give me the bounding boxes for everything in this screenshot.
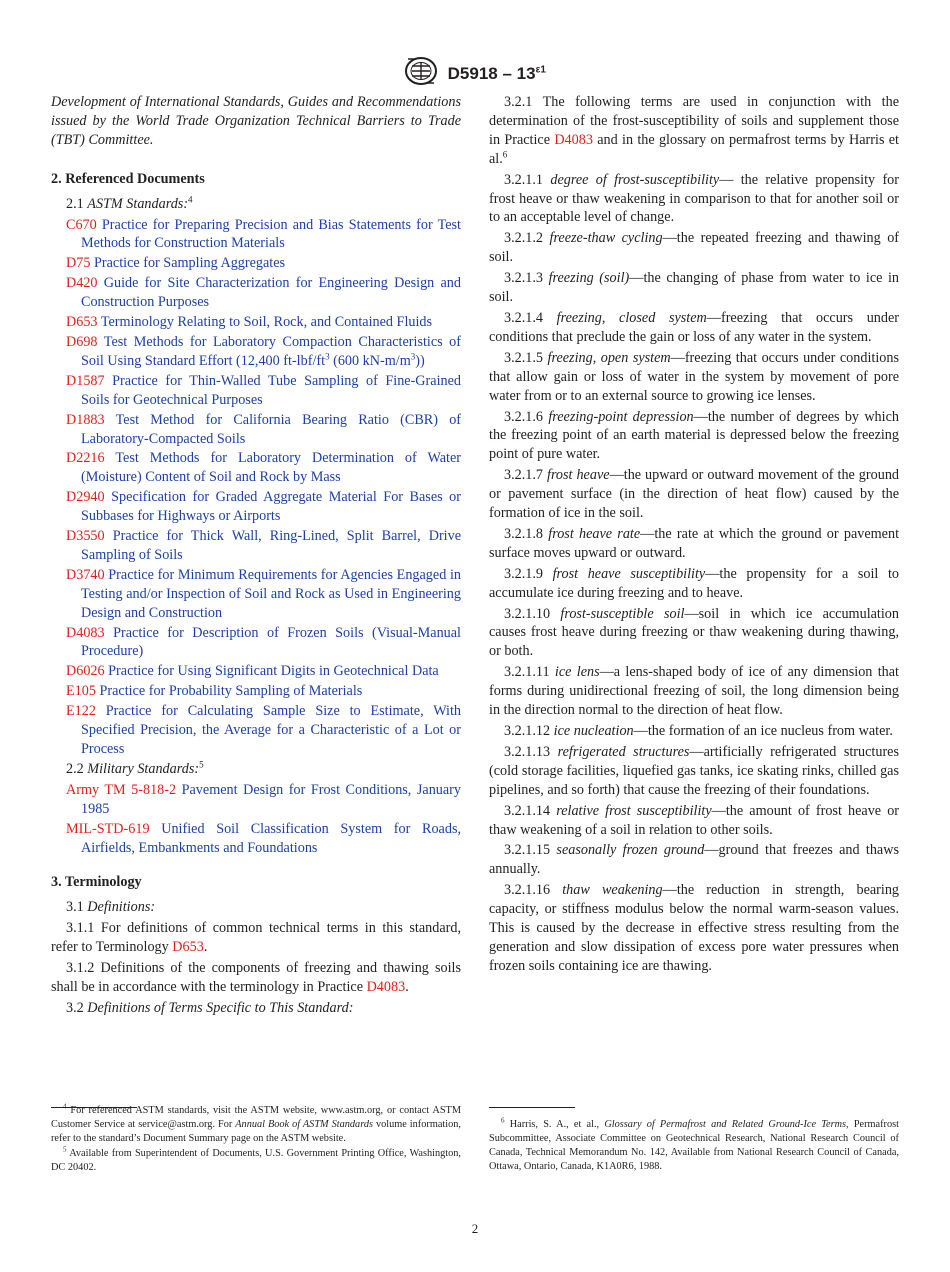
- page-header: [0, 56, 950, 91]
- astm-logo-icon: [404, 56, 438, 91]
- definitions-label: 3.1 Definitions:: [66, 899, 156, 916]
- paragraph-3-1-2: 3.1.2 Definitions of the components of freezing and thawing soils shall be in accordance with the terminology in Practice D4083.: [51, 960, 461, 995]
- reference-item[interactable]: D3740 Practice for Minimum Requirements for Agencies Engaged in Testing and/or Inspection of Soil and Rock as Used in Engineering Design and Construction: [66, 566, 461, 621]
- definition-item: 3.2.1.6 freezing-point depression—the number of degrees by which the freezing point of an earth material is depressed below the freezing point of pure water.: [489, 408, 899, 463]
- definitions-specific-label: 3.2 Definitions of Terms Specific to This Standard:: [66, 999, 354, 1016]
- paragraph-3-1-1: 3.1.1 For definitions of common technical terms in this standard, refer to Terminology D653.: [51, 920, 461, 956]
- definition-item: 3.2.1.1 degree of frost-susceptibility— the relative propensity for frost heave or thaw weakening in comparison to that for another soil or to an acceptable level of change.: [489, 171, 899, 226]
- definition-item: 3.2.1.16 thaw weakening—the reduction in strength, bearing capacity, or stiffness modulus below the normal warm-season values. This is caused by the decrease in effective stress resulting from the generation and slow dissipation of excess pore water pressures when frozen soils containing ice are thawing.: [489, 882, 900, 974]
- link-d653[interactable]: D653: [172, 939, 204, 956]
- reference-item[interactable]: D2940 Specification for Graded Aggregate Material For Bases or Subbases for Highways or Airports: [66, 489, 461, 525]
- footnote-5: $^5$ Available from Superintendent of Documents, U.S. Government Printing Office, Washington, DC 20402.: [51, 1145, 461, 1174]
- reference-item[interactable]: D6026 Practice for Using Significant Digits in Geotechnical Data: [66, 663, 439, 680]
- footnotes-left: [51, 1104, 461, 1176]
- footnote-6: $^6$ Harris, S. A., et al., Glossary of Permafrost and Related Ground-Ice Terms, Permafrost Subcommittee, Associate Committee on Geotechnical Research, National Research Council of Canada, Technical Memorandum No. 142, Available from National Research Council of Canada, Ottawa, Ontario, Canada, K1A0R6, 1988.: [489, 1116, 899, 1173]
- definition-item: 3.2.1.13 refrigerated structures—artificially refrigerated structures (cold storage facilities, liquefied gas tanks, ice skating rinks, chilled gas pipelines, and so forth) that cause the freezing of their foundations.: [489, 743, 899, 798]
- right-column: [489, 93, 899, 978]
- definition-item: 3.2.1.15 seasonally frozen ground—ground that freezes and thaws annually.: [489, 842, 899, 878]
- astm-standards-label: 2.1 ASTM Standards:$^4$: [66, 193, 193, 212]
- reference-item[interactable]: D420 Guide for Site Characterization for Engineering Design and Construction Purposes: [66, 275, 461, 311]
- definition-item: 3.2.1.3 freezing (soil)—the changing of phase from water to ice in soil.: [489, 270, 900, 306]
- reference-item[interactable]: D653 Terminology Relating to Soil, Rock, and Contained Fluids: [66, 314, 433, 331]
- reference-item[interactable]: D4083 Practice for Description of Frozen Soils (Visual-Manual Procedure): [66, 624, 461, 660]
- reference-item[interactable]: D1883 Test Method for California Bearing Ratio (CBR) of Laboratory-Compacted Soils: [66, 411, 462, 447]
- definition-item: 3.2.1.9 frost heave susceptibility—the propensity for a soil to accumulate ice during freezing and to heave.: [489, 565, 899, 601]
- footnotes-right: [489, 1118, 899, 1175]
- designation: $D5918 - 13^{\varepsilon 1}$: [447, 63, 546, 83]
- footnote-rule-right: [489, 1107, 575, 1108]
- footnote-4: $^4$ For referenced ASTM standards, visit the ASTM website, www.astm.org, or contact ASTM Customer Service at service@astm.org. For Annual Book of ASTM Standards volume information, refer to the standard’s Document Summary page on the ASTM website.: [51, 1102, 462, 1145]
- link-d4083[interactable]: D4083: [554, 131, 593, 148]
- reference-item[interactable]: D75 Practice for Sampling Aggregates: [66, 255, 286, 272]
- intro-paragraph: Development of International Standards, Guides and Recommendations issued by the World Trade Organization Technical Barriers to Trade (TBT) Committee.: [51, 94, 461, 148]
- reference-item[interactable]: D3550 Practice for Thick Wall, Ring-Lined, Split Barrel, Drive Sampling of Soils: [66, 528, 462, 563]
- section-2-heading: 2. Referenced Documents: [51, 170, 205, 187]
- definition-item: 3.2.1.4 freezing, closed system—freezing that occurs under conditions that preclude the gain or loss of any water in the system.: [489, 309, 900, 345]
- definition-item: 3.2.1.8 frost heave rate—the rate at which the ground or pavement surface moves upward or outward.: [489, 525, 900, 561]
- reference-item[interactable]: C670 Practice for Preparing Precision and Bias Statements for Test Methods for Construction Materials: [66, 216, 462, 252]
- section-3-heading: 3. Terminology: [51, 874, 142, 891]
- page-number: 2: [471, 1221, 479, 1236]
- definition-item: 3.2.1.2 freeze-thaw cycling—the repeated freezing and thawing of soil.: [489, 230, 900, 266]
- reference-item[interactable]: Army TM 5-818-2 Pavement Design for Frost Conditions, January 1985: [66, 781, 461, 817]
- reference-item[interactable]: D698 Test Methods for Laboratory Compaction Characteristics of Soil Using Standard Effort (12,400 $ft-lbf/ft^3$ (600 $kN-m/m^3$)): [66, 333, 461, 369]
- left-column: [51, 93, 461, 1020]
- reference-item[interactable]: MIL-STD-619 Unified Soil Classification System for Roads, Airfields, Embankments and Foundations: [66, 820, 462, 856]
- military-standards-label: 2.2 Military Standards:$^5$: [66, 759, 204, 777]
- reference-item[interactable]: D1587 Practice for Thin-Walled Tube Sampling of Fine-Grained Soils for Geotechnical Purposes: [66, 372, 462, 408]
- reference-item[interactable]: D2216 Test Methods for Laboratory Determination of Water (Moisture) Content of Soil and Rock by Mass: [66, 450, 462, 486]
- definition-item: 3.2.1.10 frost-susceptible soil—soil in which ice accumulation causes frost heave during freezing or thaw weakening during thawing, or both.: [489, 605, 899, 660]
- link-d4083[interactable]: D4083: [366, 978, 406, 995]
- definition-item: 3.2.1.7 frost heave—the upward or outward movement of the ground or pavement surface (in the direction of heat flow) caused by the formation of ice in the soil.: [489, 467, 900, 522]
- reference-item[interactable]: E122 Practice for Calculating Sample Size to Estimate, With Specified Precision, the Average for a Characteristic of a Lot or Process: [66, 703, 462, 757]
- definition-item: 3.2.1.14 relative frost susceptibility—the amount of frost heave or thaw weakening of a soil in relation to other soils.: [489, 802, 900, 838]
- paragraph-3-2-1: 3.2.1 The following terms are used in conjunction with the determination of the frost-susceptibility of soils and supplement those in Practice D4083 and in the glossary on permafrost terms by Harris et al.$^6$: [489, 94, 899, 167]
- definition-item: 3.2.1.11 ice lens—a lens-shaped body of ice of any dimension that forms during unidirectional freezing of soil, the long dimension being in the direction normal to the direction of heat flow.: [489, 664, 899, 719]
- definition-item: 3.2.1.5 freezing, open system—freezing that occurs under conditions that allow gain or loss of water in the system by movement of pore water from or to an external source to growing ice lenses.: [489, 349, 899, 404]
- reference-item[interactable]: E105 Practice for Probability Sampling of Materials: [66, 683, 363, 700]
- definition-item: 3.2.1.12 ice nucleation—the formation of an ice nucleus from water.: [504, 723, 893, 739]
